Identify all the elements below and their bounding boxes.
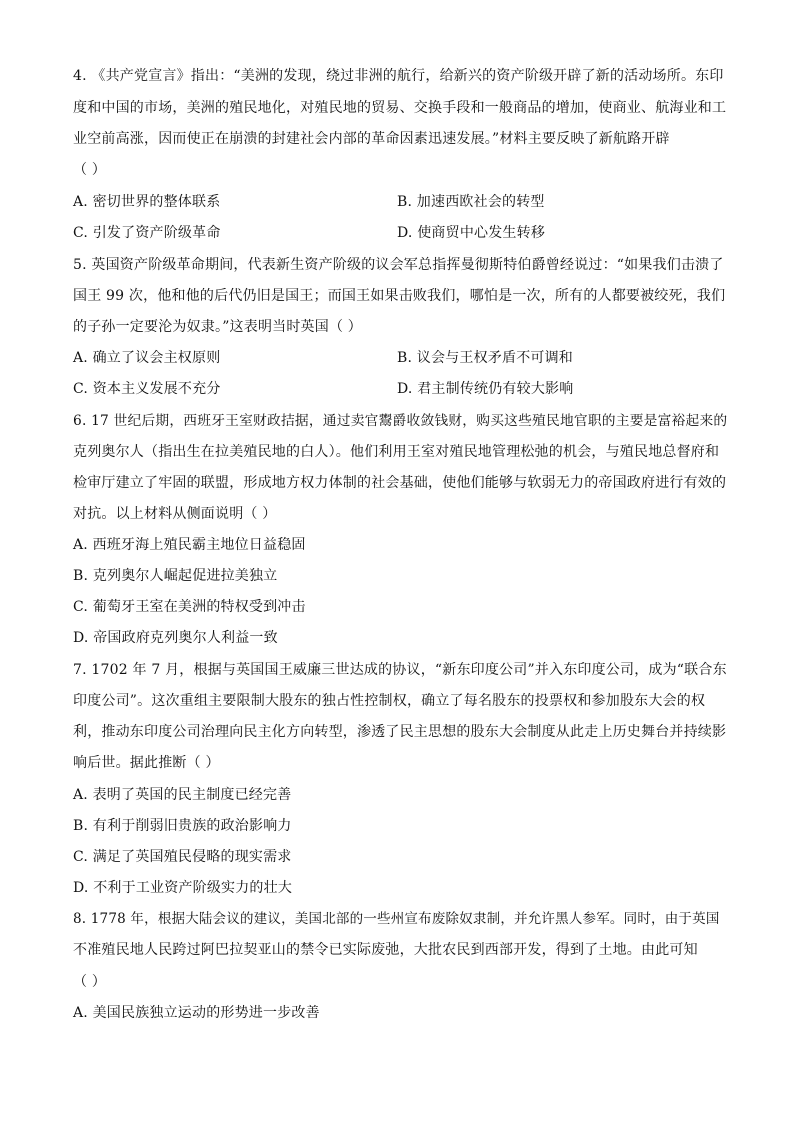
q7-option-a: A. 表明了英国的民主制度已经完善 <box>73 787 292 803</box>
q4-stem-line-1: 4. 《共产党宣言》指出：“美洲的发现，绕过非洲的航行，给新兴的资产阶级开辟了新的活动场所。东印 <box>73 68 724 84</box>
q6-stem-line-4: 对抗。以上材料从侧面说明（ ） <box>73 506 277 522</box>
q5-stem-line-2: 国王 99 次，他和他的后代仍旧是国王；而国王如果击败我们，哪怕是一次，所有的人都要被绞死，我们 <box>73 288 726 304</box>
q4-answer-blank: （ ） <box>73 162 107 178</box>
q4-stem-line-2: 度和中国的市场，美洲的殖民地化，对殖民地的贸易、交换手段和一般商品的增加，使商业、航海业和工 <box>73 100 727 116</box>
q4-option-b: B. 加速西欧社会的转型 <box>397 194 545 210</box>
q5-stem-line-3: 的子孙一定要沦为奴隶。”这表明当时英国（ ） <box>73 319 363 335</box>
q8-option-a: A. 美国民族独立运动的形势进一步改善 <box>73 1005 320 1021</box>
q5-option-d: D. 君主制传统仍有较大影响 <box>397 381 574 397</box>
q4-option-d: D. 使商贸中心发生转移 <box>397 225 546 241</box>
q4-option-a: A. 密切世界的整体联系 <box>73 194 221 210</box>
q4-stem-line-3: 业空前高涨，因而使正在崩溃的封建社会内部的革命因素迅速发展。”材料主要反映了新航路开辟 <box>73 131 670 147</box>
q6-option-a: A. 西班牙海上殖民霸主地位日益稳固 <box>73 537 306 553</box>
q8-answer-blank: （ ） <box>73 974 107 990</box>
q6-stem-line-3: 检审厅建立了牢固的联盟，形成地方权力体制的社会基础，使他们能够与软弱无力的帝国政府进行有效的 <box>73 475 727 491</box>
q6-stem-line-1: 6. 17 世纪后期，西班牙王室财政拮据，通过卖官鬻爵收敛钱财，购买这些殖民地官职的主要是富裕起来的 <box>73 413 728 429</box>
q5-stem-line-1: 5. 英国资产阶级革命期间，代表新生资产阶级的议会军总指挥曼彻斯特伯爵曾经说过：“如果我们击溃了 <box>73 257 724 273</box>
q6-option-b: B. 克列奥尔人崛起促进拉美独立 <box>73 568 278 584</box>
q7-option-d: D. 不利于工业资产阶级实力的壮大 <box>73 880 293 896</box>
q5-option-c: C. 资本主义发展不充分 <box>73 381 221 397</box>
q7-stem-line-4: 响后世。据此推断（ ） <box>73 755 220 771</box>
q8-stem-line-1: 8. 1778 年，根据大陆会议的建议，美国北部的一些州宣布废除奴隶制，并允许黑人参军。同时，由于英国 <box>73 911 720 927</box>
q7-option-b: B. 有利于削弱旧贵族的政治影响力 <box>73 818 292 834</box>
q6-option-c: C. 葡萄牙王室在美洲的特权受到冲击 <box>73 599 306 615</box>
q7-stem-line-3: 利，推动东印度公司治理向民主化方向转型，渗透了民主思想的股东大会制度从此走上历史舞台并持续影 <box>73 724 727 740</box>
q5-option-a: A. 确立了议会主权原则 <box>73 350 221 366</box>
q6-option-d: D. 帝国政府克列奥尔人利益一致 <box>73 630 278 646</box>
q6-stem-line-2: 克列奥尔人（指出生在拉美殖民地的白人）。他们利用王室对殖民地管理松弛的机会，与殖民地总督府和 <box>73 444 720 460</box>
q5-option-b: B. 议会与王权矛盾不可调和 <box>397 350 573 366</box>
q7-option-c: C. 满足了英国殖民侵略的现实需求 <box>73 849 292 865</box>
q4-option-c: C. 引发了资产阶级革命 <box>73 225 221 241</box>
q7-stem-line-1: 7. 1702 年 7 月，根据与英国国王威廉三世达成的协议，“新东印度公司”并入东印度公司，成为“联合东 <box>73 662 727 678</box>
q8-stem-line-2: 不准殖民地人民跨过阿巴拉契亚山的禁令已实际废弛，大批农民到西部开发，得到了土地。由此可知 <box>73 942 698 958</box>
q7-stem-line-2: 印度公司”。这次重组主要限制大股东的独占性控制权，确立了每名股东的投票权和参加股东大会的权 <box>73 693 706 709</box>
